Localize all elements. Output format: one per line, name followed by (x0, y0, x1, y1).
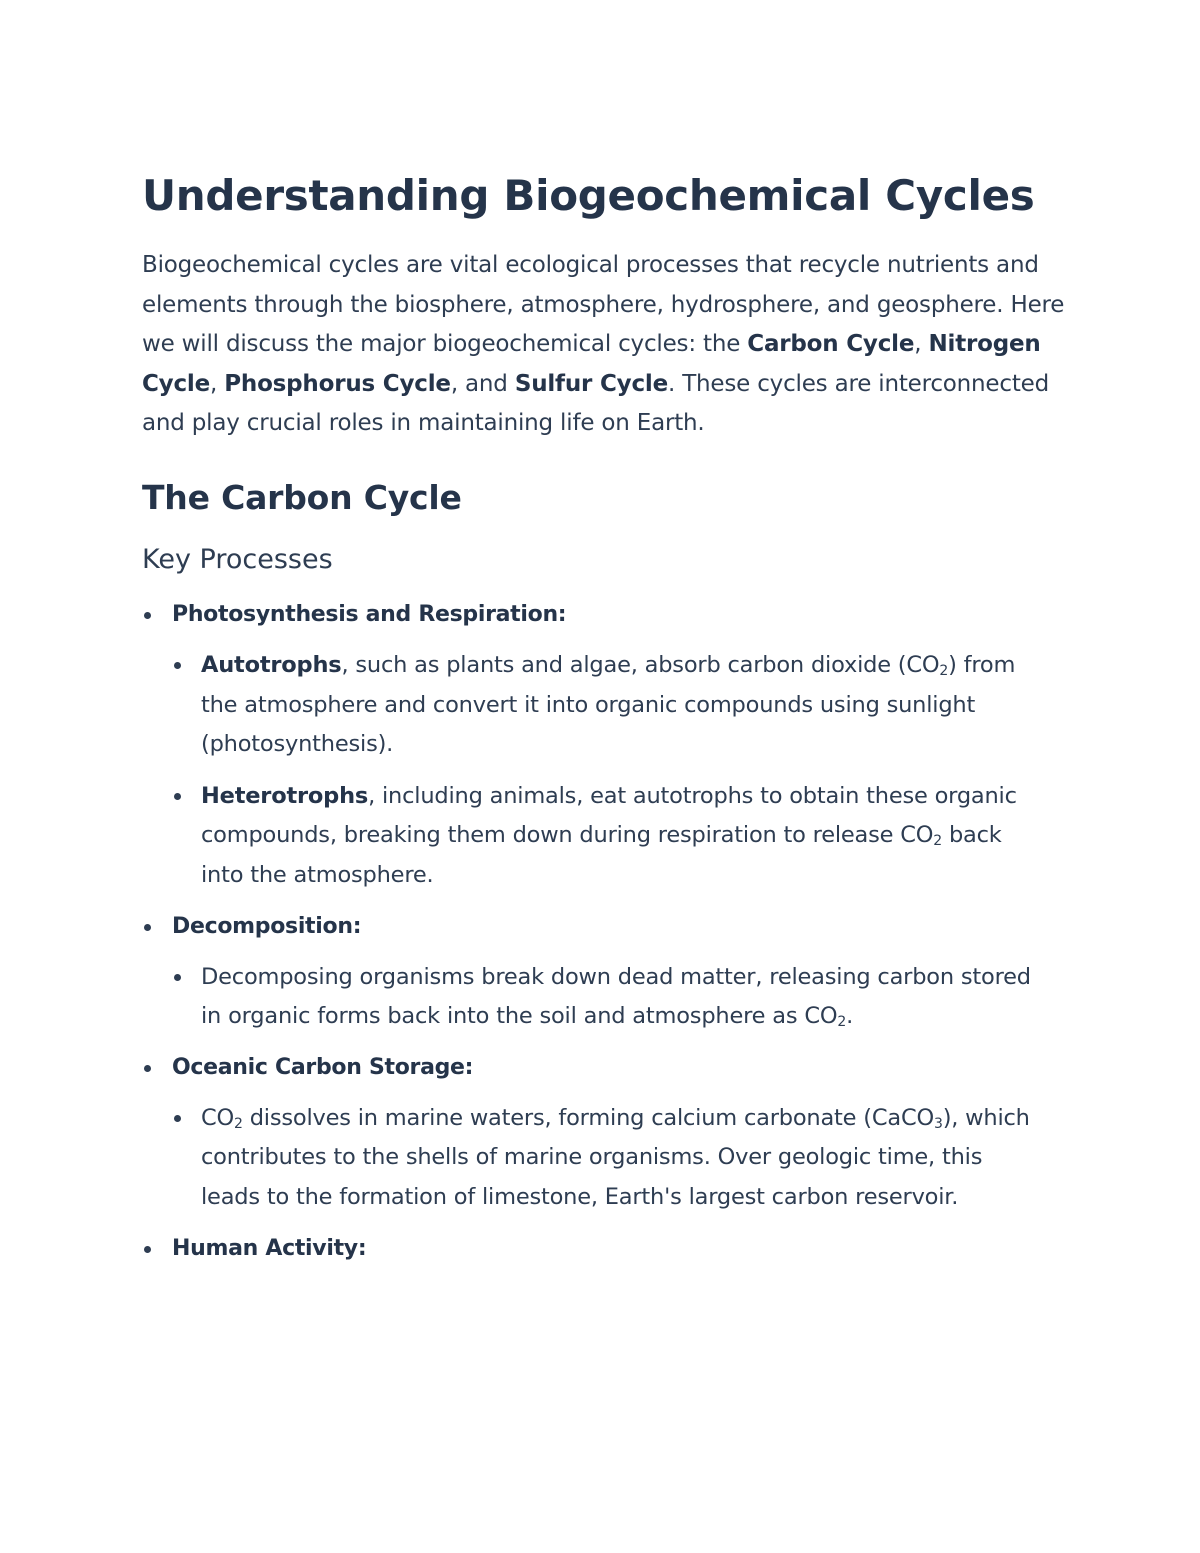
list-item-photosynthesis (142, 596, 1060, 896)
process-label: Oceanic Carbon Storage: (172, 1054, 474, 1080)
intro-separator: , (914, 331, 929, 358)
term-nitrogen-cycle: Nitrogen Cycle (142, 331, 1041, 397)
intro-separator: , (210, 370, 225, 397)
detail-text: dissolves in marine waters, forming calcium carbonate (CaCO (242, 1104, 934, 1131)
subheading: Key Processes (142, 543, 333, 575)
list-item-autotrophs (172, 646, 1031, 765)
list-item-ocean-co2 (172, 1099, 1031, 1218)
term-autotrophs: Autotrophs (201, 651, 342, 678)
detail-text: ) from the atmosphere and convert it into organic compounds using sunlight (photosynthesis). (201, 651, 1016, 758)
list-item-decomposers (172, 958, 1031, 1037)
process-label: Human Activity: (172, 1235, 367, 1261)
bullet-icon (174, 662, 181, 669)
process-details (172, 646, 1060, 896)
process-list (142, 596, 1060, 1268)
section-heading: The Carbon Cycle (142, 477, 462, 517)
term-phosphorus-cycle: Phosphorus Cycle (224, 370, 451, 397)
bullet-icon (144, 1065, 151, 1072)
intro-paragraph (142, 246, 1072, 444)
bullet-icon (174, 974, 181, 981)
term-sulfur-cycle: Sulfur Cycle (514, 370, 668, 397)
subscript: 2 (234, 1115, 243, 1132)
term-carbon-cycle: Carbon Cycle (747, 331, 915, 358)
bullet-icon (174, 793, 181, 800)
list-item-decomposition (142, 908, 1060, 1037)
term-heterotrophs: Heterotrophs (201, 782, 369, 809)
detail-text: CO (201, 1104, 235, 1131)
detail-text: . (846, 1003, 854, 1030)
bullet-icon (144, 612, 151, 619)
detail-text: , including animals, eat autotrophs to obtain these organic compounds, breaking them down during respiration to release CO (201, 782, 1017, 849)
list-item-heterotrophs (172, 777, 1031, 896)
subscript: 3 (933, 1115, 943, 1132)
process-label: Decomposition: (172, 913, 362, 939)
process-details (172, 958, 1060, 1037)
list-item-human-activity (142, 1230, 1060, 1268)
page-title: Understanding Biogeochemical Cycles (142, 171, 1035, 220)
intro-text-end: . These cycles are interconnected and play crucial roles in maintaining life on Earth. (142, 370, 1049, 437)
subscript: 2 (837, 1014, 847, 1031)
detail-text: back into the atmosphere. (201, 822, 1002, 888)
subscript: 2 (933, 833, 942, 850)
intro-separator: , and (450, 370, 515, 397)
bullet-icon (174, 1115, 181, 1122)
detail-text: ), which contributes to the shells of marine organisms. Over geologic time, this leads to the formation of limestone, Earth's largest carbon reservoir. (201, 1104, 1030, 1210)
list-item-oceanic-storage (142, 1049, 1060, 1218)
process-details (172, 1099, 1060, 1218)
subscript: 2 (939, 662, 949, 679)
process-label: Photosynthesis and Respiration: (172, 601, 567, 627)
intro-text-start: Biogeochemical cycles are vital ecological processes that recycle nutrients and elements through the biosphere, atmosphere, hydrosphere, and geosphere. Here we will discuss the major biogeochemical cycles: the (142, 252, 1065, 358)
bullet-icon (144, 1246, 151, 1253)
detail-text: , such as plants and algae, absorb carbon dioxide (CO (341, 651, 940, 678)
bullet-icon (144, 924, 151, 931)
detail-text: Decomposing organisms break down dead matter, releasing carbon stored in organic forms back into the soil and atmosphere as CO (201, 963, 1031, 1030)
